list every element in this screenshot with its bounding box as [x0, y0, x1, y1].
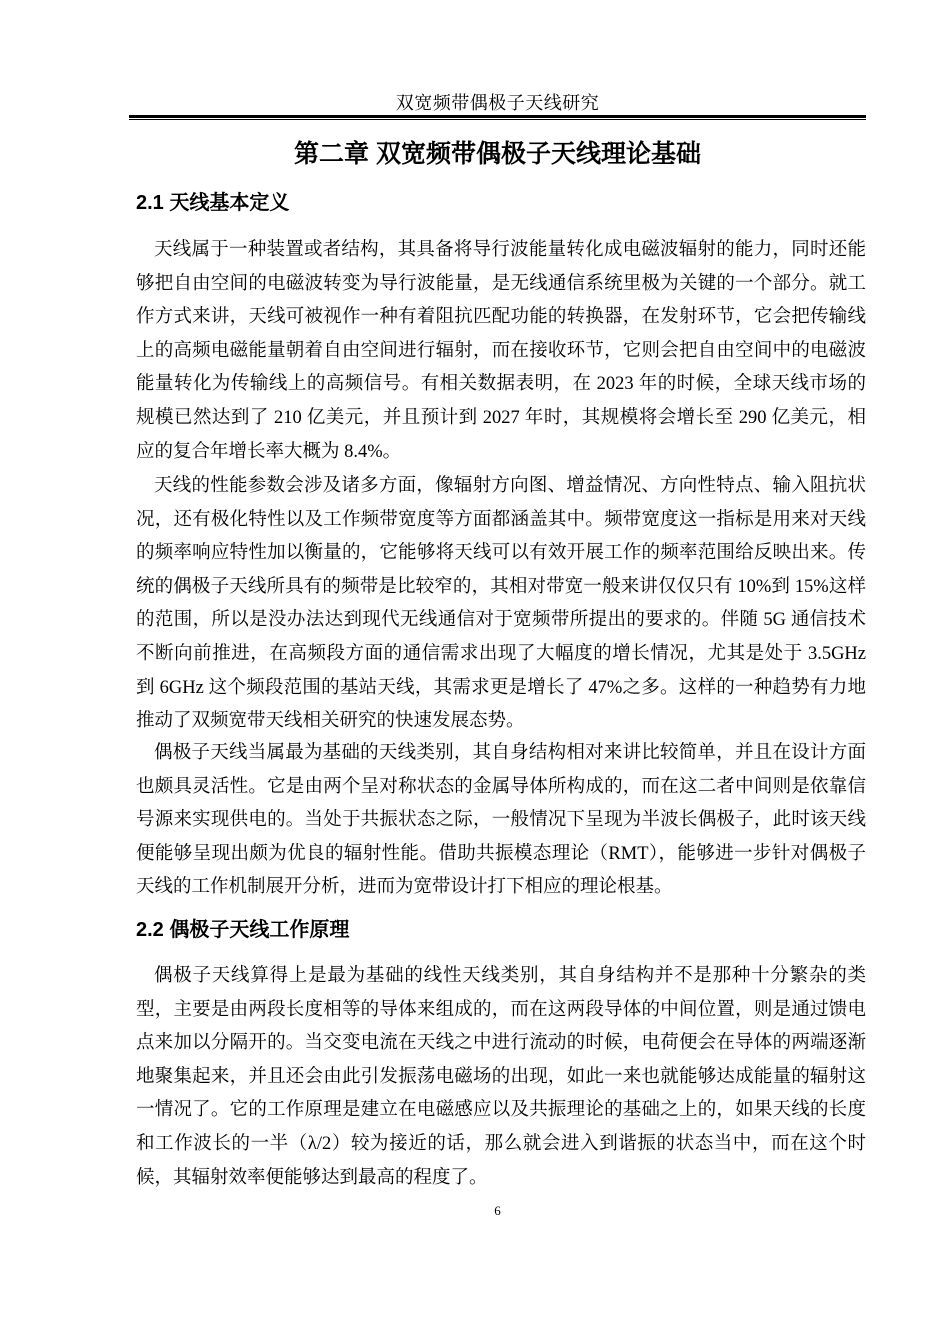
paragraph-2-1-2: 天线的性能参数会涉及诸多方面，像辐射方向图、增益情况、方向性特点、输入阻抗状况，还有极化特性以及工作频带宽度等方面都涵盖其中。频带宽度这一指标是用来对天线的频率响应特性加以衡量的，它能够将天线可以有效开展工作的频率范围给反映出来。传统的偶极子天线所具有的频带是比较窄的，其相对带宽一般来讲仅仅只有 10%到 15%这样的范围，所以是没办法达到现代无线通信对于宽频带所提出的要求的。伴随 5G 通信技术不断向前推进，在高频段方面的通信需求出现了大幅度的增长情况，尤其是处于 3.5GHz 到 6GHz 这个频段范围的基站天线，其需求更是增长了 47%之多。这样的一种趋势有力地推动了双频宽带天线相关研究的快速发展态势。 [136, 476, 866, 732]
section-title-2-2: 2.2 偶极子天线工作原理 [136, 919, 350, 941]
header-rule-thin [129, 119, 866, 120]
page-number: 6 [494, 1203, 501, 1218]
chapter-title: 第二章 双宽频带偶极子天线理论基础 [294, 140, 701, 168]
header-double-rule [129, 115, 866, 121]
paragraph-2-1-3: 偶极子天线当属最为基础的天线类别，其自身结构相对来讲比较简单，并且在设计方面也颇具灵活性。它是由两个呈对称状态的金属导体所构成的，而在这二者中间则是依靠信号源来实现供电的。当处于共振状态之际，一般情况下呈现为半波长偶极子，此时该天线便能够呈现出颇为优良的辐射性能。借助共振模态理论（RMT），能够进一步针对偶极子天线的工作机制展开分析，进而为宽带设计打下相应的理论根基。 [136, 743, 866, 898]
section-title-2-1: 2.1 天线基本定义 [136, 192, 290, 214]
paragraph-2-2-1: 偶极子天线算得上是最为基础的线性天线类别，其自身结构并不是那种十分繁杂的类型，主要是由两段长度相等的导体来组成的，而在这两段导体的中间位置，则是通过馈电点来加以分隔开的。当交变电流在天线之中进行流动的时候，电荷便会在导体的两端逐渐地聚集起来，并且还会由此引发振荡电磁场的出现，如此一来也就能够达成能量的辐射这一情况了。它的工作原理是建立在电磁感应以及共振理论的基础之上的，如果天线的长度和工作波长的一半（λ/2）较为接近的话，那么就会进入到谐振的状态当中，而在这个时候，其辐射效率便能够达到最高的程度了。 [136, 966, 866, 1188]
paragraph-2-1-1: 天线属于一种装置或者结构，其具备将导行波能量转化成电磁波辐射的能力，同时还能够把自由空间的电磁波转变为导行波能量，是无线通信系统里极为关键的一个部分。就工作方式来讲，天线可被视作一种有着阻抗匹配功能的转换器，在发射环节，它会把传输线上的高频电磁能量朝着自由空间进行辐射，而在接收环节，它则会把自由空间中的电磁波能量转化为传输线上的高频信号。有相关数据表明，在 2023 年的时候，全球天线市场的规模已然达到了 210 亿美元，并且预计到 2027 年时，其规模将会增长至 290 亿美元，相应的复合年增长率大概为 8.4%。 [136, 240, 866, 462]
header-rule-thick [129, 115, 866, 118]
running-header: 双宽频带偶极子天线研究 [395, 93, 600, 113]
